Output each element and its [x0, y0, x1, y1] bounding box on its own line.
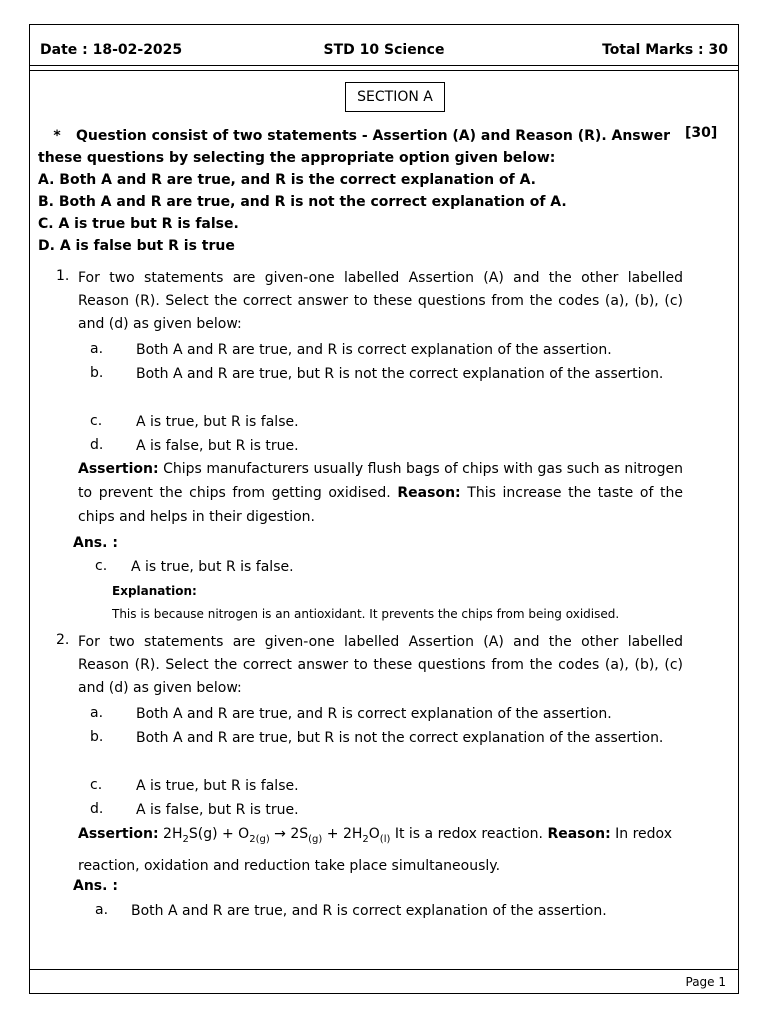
instruction-line-1	[38, 125, 718, 147]
option-text: Both A and R are true, and R is correct explanation of the assertion.	[136, 706, 612, 722]
reason-label: Reason:	[547, 826, 611, 842]
section-title: SECTION A	[345, 82, 445, 112]
answer-text: Both A and R are true, and R is correct explanation of the assertion.	[131, 903, 607, 919]
exam-date: Date : 18-02-2025	[40, 42, 183, 58]
option-text: A is true, but R is false.	[136, 778, 299, 794]
header-divider-bottom	[30, 70, 738, 71]
option-letter: d.	[90, 437, 104, 453]
exam-subject: STD 10 Science	[323, 42, 445, 58]
option-letter: b.	[90, 729, 104, 745]
section-marks: [30]	[685, 125, 718, 141]
instruction-bullet: *	[53, 128, 61, 144]
exam-page-frame	[29, 24, 739, 994]
instruction-line-2: these questions by selecting the appropriate option given below:	[38, 150, 556, 166]
instruction-option-c: C. A is true but R is false.	[38, 216, 239, 232]
reason-text: This increase the taste of the chips and helps in their digestion.	[78, 485, 683, 525]
reason-text: In redox reaction, oxidation and reduction take place simultaneously.	[78, 826, 672, 874]
question-number: 1.	[56, 268, 70, 284]
question-number: 2.	[56, 632, 70, 648]
explanation-text: This is because nitrogen is an antioxidant. It prevents the chips from being oxidised.	[112, 607, 620, 621]
answer-letter: a.	[95, 902, 109, 918]
answer-letter: c.	[95, 558, 108, 574]
assertion-text: It is a redox reaction.	[394, 826, 543, 842]
option-text: A is true, but R is false.	[136, 414, 299, 430]
instruction-option-b: B. Both A and R are true, and R is not the correct explanation of A.	[38, 194, 567, 210]
header-divider-top	[30, 65, 738, 66]
instruction-text-1: Question consist of two statements - Assertion (A) and Reason (R). Answer	[76, 128, 670, 144]
option-letter: b.	[90, 365, 104, 381]
question-intro: For two statements are given-one labelled Assertion (A) and the other labelled Reason (R). Select the correct answer to these questions from the codes (a), (b), (c) and (d) as given below:	[78, 634, 683, 696]
answer-label: Ans. :	[73, 878, 118, 894]
option-text: A is false, but R is true.	[136, 802, 299, 818]
reason-label: Reason:	[397, 485, 461, 501]
question-intro: For two statements are given-one labelled Assertion (A) and the other labelled Reason (R). Select the correct answer to these questions from the codes (a), (b), (c) and (d) as given below:	[78, 270, 683, 332]
answer-label: Ans. :	[73, 535, 118, 551]
assertion-label: Assertion:	[78, 826, 159, 842]
footer-divider	[30, 969, 738, 970]
option-text: A is false, but R is true.	[136, 438, 299, 454]
instruction-option-d: D. A is false but R is true	[38, 238, 235, 254]
assertion-reason	[78, 821, 683, 879]
instruction-option-a: A. Both A and R are true, and R is the correct explanation of A.	[38, 172, 536, 188]
page-number: Page 1	[685, 975, 726, 989]
option-letter: c.	[90, 413, 103, 429]
option-letter: c.	[90, 777, 103, 793]
option-letter: a.	[90, 705, 104, 721]
option-text: Both A and R are true, and R is correct explanation of the assertion.	[136, 342, 612, 358]
assertion-reason	[78, 457, 683, 529]
assertion-text: Chips manufacturers usually flush bags of chips with gas such as nitrogen to prevent the chips from getting oxidised.	[78, 461, 683, 501]
explanation-label: Explanation:	[112, 584, 197, 598]
option-text: Both A and R are true, but R is not the correct explanation of the assertion.	[136, 366, 664, 382]
answer-text: A is true, but R is false.	[131, 559, 294, 575]
page-header	[30, 25, 738, 65]
total-marks: Total Marks : 30	[602, 42, 728, 58]
option-letter: d.	[90, 801, 104, 817]
option-text: Both A and R are true, but R is not the correct explanation of the assertion.	[136, 730, 664, 746]
chemical-equation: $2H_2S(g) + O_{2(g)} \to 2S_{(g)} + 2H_2O_{(l)}$	[163, 826, 391, 845]
option-letter: a.	[90, 341, 104, 357]
assertion-label: Assertion:	[78, 461, 159, 477]
